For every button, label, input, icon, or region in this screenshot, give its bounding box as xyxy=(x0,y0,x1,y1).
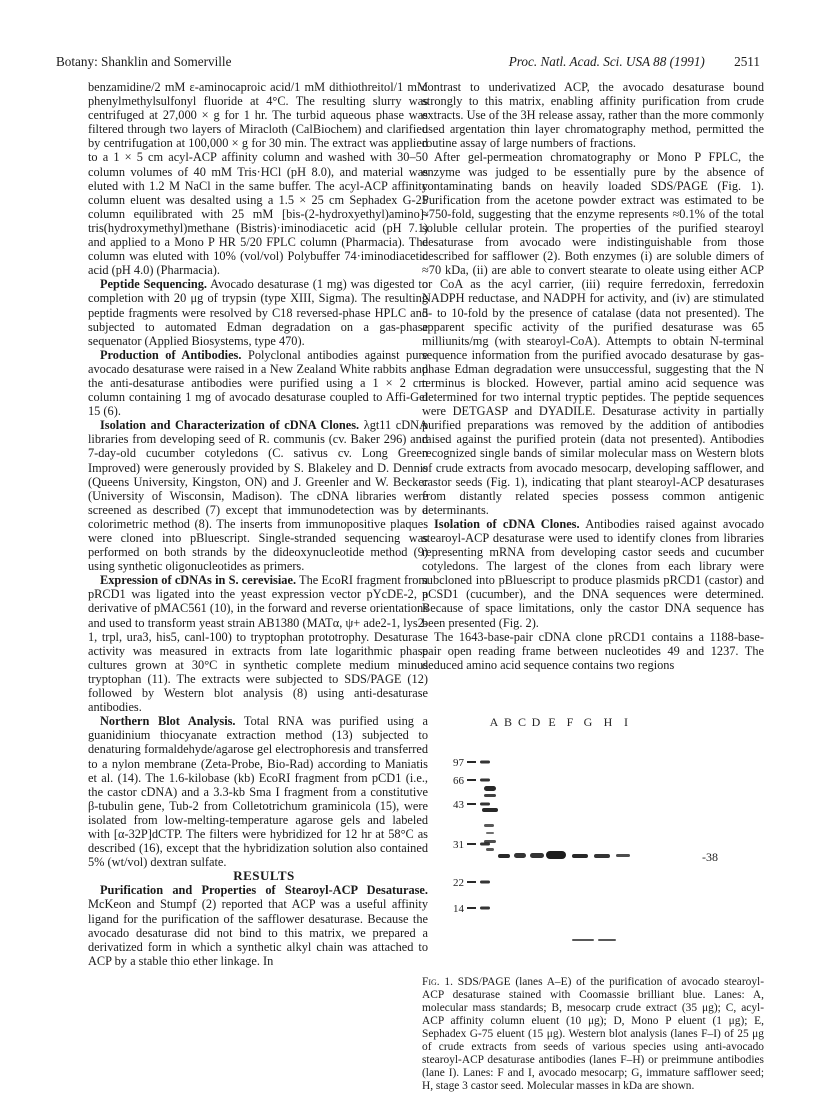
lane-letter: D xyxy=(531,715,541,729)
lane-letter: H xyxy=(603,715,613,729)
marker-label: 97 xyxy=(453,757,464,769)
lane-letter: A xyxy=(489,715,499,729)
gel-band xyxy=(572,854,588,858)
paragraph xyxy=(422,517,764,630)
gel-band xyxy=(482,808,498,812)
gel-band xyxy=(616,854,630,857)
paragraph: After gel-permeation chromatography or Mono P FPLC, the enzyme was judged to be essentially pure by the absence of contaminating bands on heavily loaded SDS/PAGE (Fig. 1). Purification from the acetone powder extract was estimated to be ≈750-fold, suggesting that the enzyme represents ≈0.1% of the total soluble cellular protein. The properties of the purified stearoyl desaturase from avocado were indistinguishable from those described for safflower (2). Both enzymes (i) are soluble dimers of ≈70 kDa, (ii) are able to convert stearate to oleate using either ACP or CoA as the acyl carrier, (iii) require ferredoxin, ferredoxin NADPH reductase, and NADPH for activity, and (iv) are stimulated 5- to 10-fold by the presence of catalase (data not presented). The apparent specific activity of the purified desaturase was 65 milliunits/mg (with stearoyl-CoA). Attempts to obtain N-terminal sequence information from the purified avocado desaturase by gas-phase Edman degradation were unsuccessful, suggesting that the N terminus is blocked. However, partial amino acid sequence was determined for two internal tryptic peptides. The peptide sequences were DETGASP and DYADILE. Desaturase activity in partially purified preparations was removed by the addition of antibodies raised against the purified protein (data not presented). Antibodies recognized single bands of similar molecular mass on Western blots of crude extracts from avocado mesocarp, developing safflower, and castor seeds (Fig. 1), indicating that plant stearoyl-ACP desaturases from distantly related species possess common antigenic determinants. xyxy=(422,150,764,517)
marker-label: 66 xyxy=(453,775,464,787)
right-column xyxy=(422,80,764,672)
gel-band xyxy=(486,848,494,851)
lane-letter: E xyxy=(548,715,556,729)
paragraph-text: λgt11 cDNA libraries from developing seed of R. communis (cv. Baker 296) and 7-day-old cucumber cotyledons (C. sativus cv. Long Green Improved) were generously provided by S. Blakeley and D. Dennis (Queens University, Kingston, ON) and J. Greenler and W. Becker (University of Wisconsin, Madison). The cDNA libraries were screened as described (7) except that immunodetection was by a colorimetric method (8). The inserts from immunopositive plaques were cloned into pBluescript. Single-stranded sequencing was performed on both strands by the dideoxynucleotide method (9) using synthetic oligonucleotides as primers. xyxy=(88,418,428,574)
paragraph-text: Antibodies raised against avocado stearoyl-ACP desaturase were used to identify clones from libraries representing mRNA from developing castor seeds and cucumber cotyledons. The largest of the clones from each library were subcloned into pBluescript to produce plasmids pRCD1 (castor) and pCSD1 (cucumber), and the DNA sequences were determined. Because of space limitations, only the castor DNA sequence has been presented (Fig. 2). xyxy=(422,516,764,630)
figure-label: Fig. 1. xyxy=(422,976,453,988)
gel-band xyxy=(498,854,510,858)
ladder-band xyxy=(480,803,490,806)
lane-letters xyxy=(490,715,628,729)
gel-band xyxy=(546,851,566,859)
gel-band xyxy=(594,854,610,858)
band-size-label: -38 xyxy=(702,850,718,864)
gel-band xyxy=(514,853,526,858)
lane-letter: F xyxy=(566,715,574,729)
paragraph xyxy=(88,573,428,714)
run-in-heading: Production of Antibodies. xyxy=(100,347,242,362)
paragraph-text: Total RNA was purified using a guanidinium thiocyanate extraction method (13) subjected to denaturing formaldehyde/agarose gel electrophoresis and transferred to a nylon membrane (Zeta-Probe, Bio-Rad) according to Maniatis et al. (14). The 1.6-kilobase (kb) EcoRI fragment from pCD1 (i.e., the castor cDNA) and a 3.3-kb Sma I fragment from a constitutive β-tubulin gene, Tub-2 from Colletotrichum graminicola (15), were isolated from low-melting-temperature agarose gels and labeled with [α-32P]dCTP. The filters were hybridized for 12 hr at 58°C as described (16), except that the hybridization solution also contained 5% (wt/vol) dextran sulfate. xyxy=(88,714,428,870)
gel-band xyxy=(572,939,594,941)
caption-text: SDS/PAGE (lanes A–E) of the purification of avocado stearoyl-ACP desaturase stained with Coomassie brilliant blue. Lanes: A, molecular mass standards; B, mesocarp crude extract (35 μg); C, acyl-ACP affinity column eluent (10 μg); D, Mono P eluent (1 μg); E, Sephadex G-75 eluent (15 μg). Western blot analysis (lanes F–I) of 25 μg of crude extracts from seeds of various species using anti-avocado stearoyl-ACP desaturase antibodies (lanes F–H) or preimmune antibodies (lane I). Lanes: F and I, avocado mesocarp; G, immature safflower seed; H, stage 3 castor seed. Molecular masses in kDa are shown. xyxy=(422,976,764,1092)
marker-label: 22 xyxy=(453,877,464,889)
marker-labels xyxy=(453,757,476,915)
gel-band xyxy=(486,832,494,834)
run-in-heading: Northern Blot Analysis. xyxy=(100,714,236,729)
lane-letter: C xyxy=(517,715,527,729)
marker-label: 43 xyxy=(453,799,464,811)
run-in-heading: Expression of cDNAs in S. cerevisiae. xyxy=(100,573,297,588)
gel-band xyxy=(484,786,496,791)
paragraph xyxy=(88,714,428,869)
paragraph xyxy=(88,277,428,347)
paragraph xyxy=(88,348,428,418)
gel-band xyxy=(484,794,496,797)
running-head: Botany: Shanklin and Somerville xyxy=(56,54,232,69)
paragraph xyxy=(88,883,428,968)
run-in-heading: Isolation of cDNA Clones. xyxy=(434,516,580,531)
figure-caption xyxy=(422,976,764,1093)
lane-letter: B xyxy=(503,715,513,729)
figure-1 xyxy=(422,714,764,1092)
page-header xyxy=(56,54,760,74)
run-in-heading: Peptide Sequencing. xyxy=(100,277,208,292)
left-column xyxy=(88,80,428,968)
ladder-band xyxy=(480,761,490,764)
page-number: 2511 xyxy=(734,54,760,69)
paragraph-text: Avocado desaturase (1 mg) was digested to completion with 20 μg of trypsin (type XIII, Sigma). The resulting peptide fragments were resolved by C18 reversed-phase HPLC and subjected to automated Edman degradation on a gas-phase sequenator (Applied Biosystems, type 470). xyxy=(88,277,428,348)
gel-band xyxy=(484,840,496,843)
paragraph-text: McKeon and Stumpf (2) reported that ACP was a useful affinity ligand for the purification of the safflower desaturase. Because the avocado desaturase did not bind to this matrix, we prepared a derivatized form in which a synthetic alkyl chain was attached to ACP by a stable thio ether linkage. In xyxy=(88,897,428,968)
gel-band xyxy=(598,939,616,941)
paragraph: benzamidine/2 mM ε-aminocaproic acid/1 mM dithiothreitol/1 mM phenylmethylsulfonyl fluoride at 4°C. The resulting slurry was centrifuged at 27,000 × g for 1 hr. The turbid aqueous phase was filtered through two layers of Miracloth (CalBiochem) and clarified by centrifugation at 100,000 × g for 30 min. The extract was applied to a 1 × 5 cm acyl-ACP affinity column and washed with 30–50 column volumes of 40 mM Tris·HCl (pH 8.0), and material was eluted with 1.2 M NaCl in the same buffer. The acyl-ACP affinity column eluent was desalted using a 1.5 × 25 cm Sephadex G-25 column equilibrated with 25 mM [bis-(2-hydroxyethyl)amino]-tris(hydroxymethyl)methane (Bistris)·iminodiacetic acid (pH 7.1) and applied to a Mono P HR 5/20 FPLC column (Pharmacia). The column was eluted with 10% (vol/vol) Polybuffer 74·iminodiacetic acid (pH 4.0) (Pharmacia). xyxy=(88,80,428,278)
paragraph xyxy=(88,418,428,573)
journal-name: Proc. Natl. Acad. Sci. USA 88 (1991) xyxy=(508,54,705,69)
ladder-band xyxy=(480,907,490,910)
gel-image xyxy=(422,714,764,944)
paragraph: The 1643-base-pair cDNA clone pRCD1 contains a 1188-base-pair open reading frame between nucleotides 49 and 1237. The deduced amino acid sequence contains two regions xyxy=(422,629,764,672)
paragraph: contrast to underivatized ACP, the avocado desaturase bound strongly to this matrix, enabling affinity purification from crude extracts. Use of the 3H release assay, rather than the more commonly used argentation thin layer chromatography method, permitted the routine assay of large numbers of fractions. xyxy=(422,80,764,151)
ladder-band xyxy=(480,779,490,782)
section-heading: RESULTS xyxy=(233,868,295,884)
run-in-heading: Isolation and Characterization of cDNA Clones. xyxy=(100,418,360,433)
marker-label: 31 xyxy=(453,839,464,851)
ladder-band xyxy=(480,881,490,884)
paragraph-text: The EcoRI fragment from pRCD1 was ligated into the yeast expression vector pYcDE-2, a derivative of pMAC561 (10), in the forward and reverse orientations and used to transform yeast strain AB1380 (MATα, ψ+ ade2-1, lys2-1, trpl, ura3, his5, canl-100) to tryptophan prototrophy. Desaturase activity was measured in extracts from late logarithmic phase cultures grown at 30°C in synthetic complete medium minus tryptophan (11). The extracts were subjected to SDS/PAGE (12) followed by Western blot analysis (8) using anti-desaturase antibodies. xyxy=(88,573,428,715)
lane-letter: I xyxy=(624,715,628,729)
gel-band xyxy=(530,853,544,858)
lane-letter: G xyxy=(583,715,593,729)
gel-bands xyxy=(480,761,630,942)
run-in-heading: Purification and Properties of Stearoyl-ACP Desaturase. xyxy=(100,883,428,898)
paragraph-text: Polyclonal antibodies against pure avocado desaturase were raised in a New Zealand White rabbits and the anti-desaturase antibodies were purified using a 1 × 2 cm column containing 1 mg of avocado desaturase coupled to Affi-Gel 15 (6). xyxy=(88,347,428,419)
journal-citation xyxy=(509,54,760,70)
marker-label: 14 xyxy=(453,903,464,915)
gel-band xyxy=(484,824,494,827)
